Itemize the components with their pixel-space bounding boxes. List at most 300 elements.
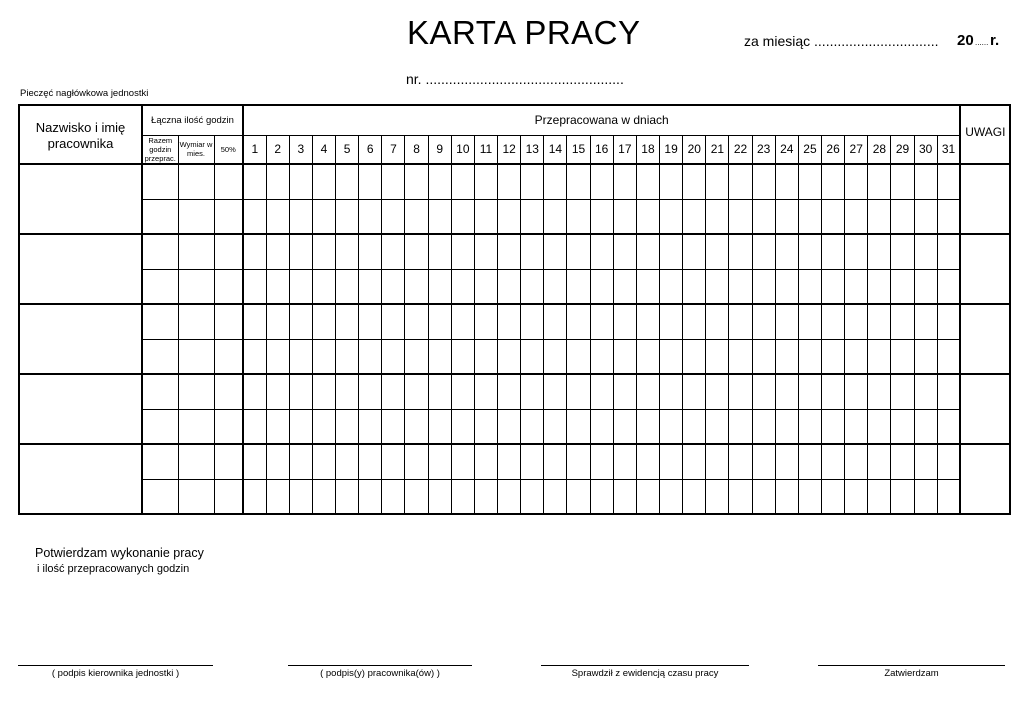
day-cell[interactable] — [845, 164, 868, 199]
day-cell[interactable] — [451, 199, 474, 234]
day-cell[interactable] — [660, 374, 683, 409]
day-cell[interactable] — [706, 374, 729, 409]
day-cell[interactable] — [660, 164, 683, 199]
day-cell[interactable] — [914, 409, 937, 444]
hours-cell[interactable] — [142, 479, 178, 514]
day-cell[interactable] — [891, 234, 914, 269]
day-cell[interactable] — [312, 269, 335, 304]
day-cell[interactable] — [243, 304, 266, 339]
hours-cell[interactable] — [214, 164, 243, 199]
day-cell[interactable] — [336, 234, 359, 269]
day-cell[interactable] — [474, 444, 497, 479]
day-cell[interactable] — [868, 444, 891, 479]
day-cell[interactable] — [428, 269, 451, 304]
day-cell[interactable] — [405, 444, 428, 479]
hours-cell[interactable] — [142, 234, 178, 269]
day-cell[interactable] — [567, 444, 590, 479]
day-cell[interactable] — [289, 479, 312, 514]
day-cell[interactable] — [544, 479, 567, 514]
day-cell[interactable] — [405, 479, 428, 514]
day-cell[interactable] — [382, 374, 405, 409]
day-cell[interactable] — [752, 339, 775, 374]
day-cell[interactable] — [428, 199, 451, 234]
day-cell[interactable] — [636, 444, 659, 479]
day-cell[interactable] — [706, 269, 729, 304]
day-cell[interactable] — [451, 164, 474, 199]
hours-cell[interactable] — [178, 374, 214, 409]
day-cell[interactable] — [798, 374, 821, 409]
hours-cell[interactable] — [178, 269, 214, 304]
day-cell[interactable] — [613, 479, 636, 514]
day-cell[interactable] — [752, 304, 775, 339]
day-cell[interactable] — [405, 374, 428, 409]
day-cell[interactable] — [289, 199, 312, 234]
day-cell[interactable] — [613, 339, 636, 374]
day-cell[interactable] — [428, 339, 451, 374]
day-cell[interactable] — [636, 234, 659, 269]
day-cell[interactable] — [636, 199, 659, 234]
day-cell[interactable] — [729, 444, 752, 479]
day-cell[interactable] — [359, 409, 382, 444]
day-cell[interactable] — [914, 339, 937, 374]
day-cell[interactable] — [312, 234, 335, 269]
hours-cell[interactable] — [142, 304, 178, 339]
day-cell[interactable] — [613, 374, 636, 409]
day-cell[interactable] — [266, 479, 289, 514]
day-cell[interactable] — [382, 304, 405, 339]
day-cell[interactable] — [868, 199, 891, 234]
day-cell[interactable] — [590, 444, 613, 479]
hours-cell[interactable] — [178, 199, 214, 234]
day-cell[interactable] — [636, 269, 659, 304]
day-cell[interactable] — [243, 339, 266, 374]
day-cell[interactable] — [729, 339, 752, 374]
day-cell[interactable] — [683, 269, 706, 304]
day-cell[interactable] — [428, 234, 451, 269]
day-cell[interactable] — [937, 339, 960, 374]
day-cell[interactable] — [937, 234, 960, 269]
day-cell[interactable] — [798, 409, 821, 444]
day-cell[interactable] — [474, 164, 497, 199]
day-cell[interactable] — [312, 374, 335, 409]
day-cell[interactable] — [636, 164, 659, 199]
day-cell[interactable] — [613, 304, 636, 339]
day-cell[interactable] — [382, 444, 405, 479]
day-cell[interactable] — [729, 304, 752, 339]
day-cell[interactable] — [498, 199, 521, 234]
hours-cell[interactable] — [142, 374, 178, 409]
day-cell[interactable] — [937, 374, 960, 409]
hours-cell[interactable] — [214, 234, 243, 269]
day-cell[interactable] — [891, 199, 914, 234]
day-cell[interactable] — [359, 374, 382, 409]
day-cell[interactable] — [266, 164, 289, 199]
hours-cell[interactable] — [214, 199, 243, 234]
day-cell[interactable] — [474, 234, 497, 269]
day-cell[interactable] — [590, 234, 613, 269]
day-cell[interactable] — [289, 444, 312, 479]
day-cell[interactable] — [613, 269, 636, 304]
day-cell[interactable] — [891, 269, 914, 304]
day-cell[interactable] — [382, 409, 405, 444]
day-cell[interactable] — [544, 269, 567, 304]
day-cell[interactable] — [498, 164, 521, 199]
hours-cell[interactable] — [142, 444, 178, 479]
day-cell[interactable] — [822, 409, 845, 444]
day-cell[interactable] — [729, 199, 752, 234]
day-cell[interactable] — [498, 234, 521, 269]
day-cell[interactable] — [521, 479, 544, 514]
day-cell[interactable] — [544, 164, 567, 199]
day-cell[interactable] — [613, 409, 636, 444]
day-cell[interactable] — [937, 269, 960, 304]
day-cell[interactable] — [914, 479, 937, 514]
day-cell[interactable] — [636, 304, 659, 339]
employee-name-cell[interactable] — [19, 234, 142, 304]
day-cell[interactable] — [336, 374, 359, 409]
day-cell[interactable] — [613, 199, 636, 234]
day-cell[interactable] — [845, 479, 868, 514]
day-cell[interactable] — [243, 479, 266, 514]
day-cell[interactable] — [868, 234, 891, 269]
day-cell[interactable] — [891, 374, 914, 409]
day-cell[interactable] — [914, 444, 937, 479]
day-cell[interactable] — [336, 164, 359, 199]
day-cell[interactable] — [590, 479, 613, 514]
hours-cell[interactable] — [214, 409, 243, 444]
day-cell[interactable] — [266, 269, 289, 304]
day-cell[interactable] — [243, 269, 266, 304]
day-cell[interactable] — [845, 409, 868, 444]
day-cell[interactable] — [590, 304, 613, 339]
day-cell[interactable] — [312, 339, 335, 374]
day-cell[interactable] — [914, 199, 937, 234]
day-cell[interactable] — [289, 269, 312, 304]
day-cell[interactable] — [822, 269, 845, 304]
day-cell[interactable] — [752, 164, 775, 199]
day-cell[interactable] — [521, 164, 544, 199]
day-cell[interactable] — [914, 234, 937, 269]
employee-name-cell[interactable] — [19, 444, 142, 514]
day-cell[interactable] — [359, 164, 382, 199]
day-cell[interactable] — [775, 304, 798, 339]
hours-cell[interactable] — [214, 444, 243, 479]
day-cell[interactable] — [382, 269, 405, 304]
day-cell[interactable] — [937, 479, 960, 514]
day-cell[interactable] — [567, 269, 590, 304]
day-cell[interactable] — [613, 234, 636, 269]
day-cell[interactable] — [660, 339, 683, 374]
day-cell[interactable] — [544, 444, 567, 479]
day-cell[interactable] — [683, 479, 706, 514]
day-cell[interactable] — [428, 164, 451, 199]
day-cell[interactable] — [312, 409, 335, 444]
day-cell[interactable] — [243, 374, 266, 409]
day-cell[interactable] — [590, 339, 613, 374]
day-cell[interactable] — [428, 479, 451, 514]
day-cell[interactable] — [868, 269, 891, 304]
day-cell[interactable] — [289, 409, 312, 444]
day-cell[interactable] — [798, 234, 821, 269]
day-cell[interactable] — [405, 269, 428, 304]
day-cell[interactable] — [706, 234, 729, 269]
day-cell[interactable] — [914, 374, 937, 409]
day-cell[interactable] — [521, 444, 544, 479]
hours-cell[interactable] — [214, 269, 243, 304]
day-cell[interactable] — [544, 339, 567, 374]
day-cell[interactable] — [405, 164, 428, 199]
employee-name-cell[interactable] — [19, 164, 142, 234]
day-cell[interactable] — [868, 164, 891, 199]
day-cell[interactable] — [636, 339, 659, 374]
day-cell[interactable] — [775, 339, 798, 374]
day-cell[interactable] — [868, 479, 891, 514]
day-cell[interactable] — [266, 304, 289, 339]
day-cell[interactable] — [937, 164, 960, 199]
day-cell[interactable] — [683, 339, 706, 374]
day-cell[interactable] — [798, 339, 821, 374]
hours-cell[interactable] — [178, 164, 214, 199]
day-cell[interactable] — [567, 339, 590, 374]
day-cell[interactable] — [567, 164, 590, 199]
day-cell[interactable] — [706, 479, 729, 514]
day-cell[interactable] — [498, 374, 521, 409]
day-cell[interactable] — [405, 304, 428, 339]
day-cell[interactable] — [289, 234, 312, 269]
day-cell[interactable] — [822, 234, 845, 269]
day-cell[interactable] — [266, 199, 289, 234]
notes-cell[interactable] — [960, 374, 1010, 444]
day-cell[interactable] — [336, 409, 359, 444]
day-cell[interactable] — [266, 374, 289, 409]
day-cell[interactable] — [868, 339, 891, 374]
day-cell[interactable] — [382, 199, 405, 234]
day-cell[interactable] — [590, 409, 613, 444]
day-cell[interactable] — [891, 339, 914, 374]
day-cell[interactable] — [822, 164, 845, 199]
day-cell[interactable] — [428, 444, 451, 479]
day-cell[interactable] — [567, 199, 590, 234]
day-cell[interactable] — [336, 339, 359, 374]
day-cell[interactable] — [683, 199, 706, 234]
day-cell[interactable] — [752, 374, 775, 409]
day-cell[interactable] — [567, 374, 590, 409]
day-cell[interactable] — [590, 269, 613, 304]
day-cell[interactable] — [567, 409, 590, 444]
day-cell[interactable] — [914, 304, 937, 339]
day-cell[interactable] — [729, 164, 752, 199]
day-cell[interactable] — [729, 374, 752, 409]
day-cell[interactable] — [706, 304, 729, 339]
day-cell[interactable] — [266, 234, 289, 269]
day-cell[interactable] — [498, 339, 521, 374]
day-cell[interactable] — [752, 269, 775, 304]
day-cell[interactable] — [822, 444, 845, 479]
day-cell[interactable] — [289, 304, 312, 339]
day-cell[interactable] — [683, 374, 706, 409]
day-cell[interactable] — [636, 479, 659, 514]
day-cell[interactable] — [775, 199, 798, 234]
day-cell[interactable] — [405, 234, 428, 269]
day-cell[interactable] — [312, 199, 335, 234]
day-cell[interactable] — [683, 304, 706, 339]
day-cell[interactable] — [822, 199, 845, 234]
day-cell[interactable] — [845, 339, 868, 374]
day-cell[interactable] — [937, 409, 960, 444]
day-cell[interactable] — [451, 269, 474, 304]
day-cell[interactable] — [590, 164, 613, 199]
day-cell[interactable] — [451, 374, 474, 409]
day-cell[interactable] — [451, 234, 474, 269]
day-cell[interactable] — [660, 444, 683, 479]
day-cell[interactable] — [451, 479, 474, 514]
day-cell[interactable] — [845, 269, 868, 304]
day-cell[interactable] — [613, 444, 636, 479]
day-cell[interactable] — [428, 374, 451, 409]
day-cell[interactable] — [498, 269, 521, 304]
day-cell[interactable] — [266, 339, 289, 374]
day-cell[interactable] — [868, 374, 891, 409]
day-cell[interactable] — [683, 234, 706, 269]
day-cell[interactable] — [474, 199, 497, 234]
notes-cell[interactable] — [960, 164, 1010, 234]
day-cell[interactable] — [289, 374, 312, 409]
day-cell[interactable] — [336, 304, 359, 339]
hours-cell[interactable] — [214, 304, 243, 339]
day-cell[interactable] — [521, 409, 544, 444]
day-cell[interactable] — [243, 234, 266, 269]
day-cell[interactable] — [822, 374, 845, 409]
day-cell[interactable] — [683, 444, 706, 479]
day-cell[interactable] — [798, 199, 821, 234]
day-cell[interactable] — [845, 199, 868, 234]
day-cell[interactable] — [660, 199, 683, 234]
day-cell[interactable] — [706, 339, 729, 374]
day-cell[interactable] — [613, 164, 636, 199]
day-cell[interactable] — [752, 479, 775, 514]
day-cell[interactable] — [822, 304, 845, 339]
day-cell[interactable] — [660, 269, 683, 304]
day-cell[interactable] — [822, 339, 845, 374]
day-cell[interactable] — [266, 409, 289, 444]
day-cell[interactable] — [775, 374, 798, 409]
day-cell[interactable] — [798, 164, 821, 199]
day-cell[interactable] — [243, 444, 266, 479]
day-cell[interactable] — [521, 199, 544, 234]
day-cell[interactable] — [798, 269, 821, 304]
day-cell[interactable] — [706, 199, 729, 234]
day-cell[interactable] — [474, 304, 497, 339]
day-cell[interactable] — [336, 479, 359, 514]
day-cell[interactable] — [474, 269, 497, 304]
day-cell[interactable] — [937, 199, 960, 234]
day-cell[interactable] — [798, 304, 821, 339]
day-cell[interactable] — [567, 304, 590, 339]
day-cell[interactable] — [775, 269, 798, 304]
day-cell[interactable] — [312, 444, 335, 479]
day-cell[interactable] — [382, 234, 405, 269]
day-cell[interactable] — [382, 479, 405, 514]
day-cell[interactable] — [891, 304, 914, 339]
day-cell[interactable] — [775, 409, 798, 444]
hours-cell[interactable] — [178, 479, 214, 514]
hours-cell[interactable] — [178, 304, 214, 339]
day-cell[interactable] — [567, 234, 590, 269]
day-cell[interactable] — [359, 269, 382, 304]
day-cell[interactable] — [544, 409, 567, 444]
hours-cell[interactable] — [142, 269, 178, 304]
day-cell[interactable] — [752, 444, 775, 479]
employee-name-cell[interactable] — [19, 304, 142, 374]
day-cell[interactable] — [312, 164, 335, 199]
day-cell[interactable] — [289, 339, 312, 374]
day-cell[interactable] — [544, 374, 567, 409]
day-cell[interactable] — [845, 304, 868, 339]
day-cell[interactable] — [891, 409, 914, 444]
day-cell[interactable] — [359, 444, 382, 479]
hours-cell[interactable] — [214, 374, 243, 409]
day-cell[interactable] — [914, 269, 937, 304]
day-cell[interactable] — [451, 409, 474, 444]
day-cell[interactable] — [451, 304, 474, 339]
day-cell[interactable] — [382, 339, 405, 374]
hours-cell[interactable] — [214, 339, 243, 374]
day-cell[interactable] — [312, 479, 335, 514]
day-cell[interactable] — [914, 164, 937, 199]
day-cell[interactable] — [590, 374, 613, 409]
day-cell[interactable] — [312, 304, 335, 339]
day-cell[interactable] — [405, 339, 428, 374]
notes-cell[interactable] — [960, 234, 1010, 304]
day-cell[interactable] — [474, 339, 497, 374]
day-cell[interactable] — [544, 199, 567, 234]
day-cell[interactable] — [845, 234, 868, 269]
day-cell[interactable] — [937, 444, 960, 479]
day-cell[interactable] — [359, 304, 382, 339]
hours-cell[interactable] — [214, 479, 243, 514]
day-cell[interactable] — [706, 409, 729, 444]
hours-cell[interactable] — [142, 409, 178, 444]
hours-cell[interactable] — [178, 234, 214, 269]
day-cell[interactable] — [428, 304, 451, 339]
day-cell[interactable] — [289, 164, 312, 199]
day-cell[interactable] — [798, 479, 821, 514]
day-cell[interactable] — [336, 199, 359, 234]
day-cell[interactable] — [243, 164, 266, 199]
day-cell[interactable] — [891, 444, 914, 479]
day-cell[interactable] — [451, 339, 474, 374]
day-cell[interactable] — [521, 374, 544, 409]
day-cell[interactable] — [660, 234, 683, 269]
day-cell[interactable] — [636, 409, 659, 444]
day-cell[interactable] — [498, 304, 521, 339]
day-cell[interactable] — [405, 409, 428, 444]
day-cell[interactable] — [845, 444, 868, 479]
day-cell[interactable] — [544, 234, 567, 269]
hours-cell[interactable] — [178, 444, 214, 479]
day-cell[interactable] — [428, 409, 451, 444]
day-cell[interactable] — [729, 269, 752, 304]
day-cell[interactable] — [706, 164, 729, 199]
day-cell[interactable] — [706, 444, 729, 479]
day-cell[interactable] — [822, 479, 845, 514]
hours-cell[interactable] — [178, 339, 214, 374]
day-cell[interactable] — [359, 234, 382, 269]
day-cell[interactable] — [683, 409, 706, 444]
day-cell[interactable] — [660, 479, 683, 514]
day-cell[interactable] — [775, 444, 798, 479]
day-cell[interactable] — [752, 409, 775, 444]
